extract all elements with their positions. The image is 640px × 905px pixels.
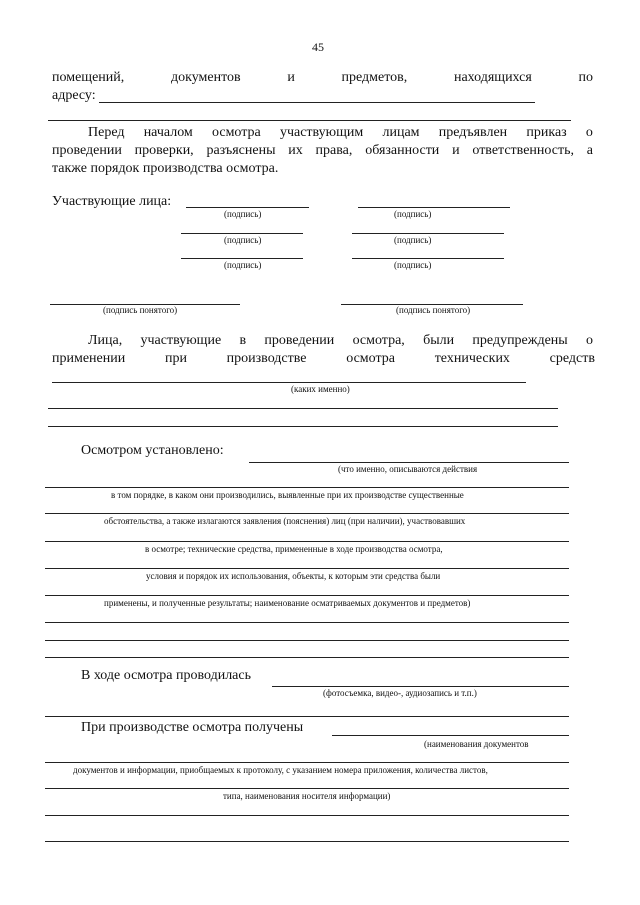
established-caption-3: обстоятельства, а также излагаются заявления (пояснения) лиц (при наличии), участвовавших	[104, 516, 466, 526]
established-field-line[interactable]	[249, 462, 569, 463]
signature-line-3b[interactable]	[352, 258, 504, 259]
technical-line-1: Лица, участвующие в проведении осмотра, были предупреждены о	[88, 333, 593, 348]
established-caption-6: применены, и полученные результаты; наименование осматриваемых документов и предметов)	[104, 598, 471, 608]
technical-caption: (каких именно)	[291, 384, 350, 394]
signature-caption: (подпись)	[394, 235, 432, 245]
signature-caption: (подпись)	[394, 260, 432, 270]
technical-line-2: применении при производстве осмотра технических средств	[52, 351, 595, 366]
obtained-field-line-2[interactable]	[45, 762, 569, 763]
participants-label: Участвующие лица:	[52, 194, 172, 209]
established-label: Осмотром установлено:	[81, 443, 224, 458]
obtained-caption-3: типа, наименования носителя информации)	[223, 791, 391, 801]
established-caption-2: в том порядке, в каком они производились, выявленные при их производстве существенные	[111, 490, 464, 500]
witness-caption: (подпись понятого)	[103, 305, 178, 315]
established-field-line-6[interactable]	[45, 595, 569, 596]
intro-line-3: также порядок производства осмотра.	[52, 161, 279, 176]
established-field-line-9[interactable]	[45, 657, 569, 658]
established-caption-4: в осмотре; технические средства, примененные в ходе производства осмотра,	[145, 544, 443, 554]
conducted-caption: (фотосъемка, видео-, аудиозапись и т.п.)	[323, 688, 477, 698]
signature-caption: (подпись)	[394, 209, 432, 219]
established-caption-5: условия и порядок их использования, объекты, к которым эти средства были	[146, 571, 441, 581]
witness-caption: (подпись понятого)	[396, 305, 471, 315]
signature-line-1a[interactable]	[186, 207, 309, 208]
established-field-line-5[interactable]	[45, 568, 569, 569]
established-field-line-8[interactable]	[45, 640, 569, 641]
established-field-line-2[interactable]	[45, 487, 569, 488]
conducted-field-line-2[interactable]	[45, 716, 569, 717]
intro-line-2: проведении проверки, разъяснены их права, обязанности и ответственность, а	[52, 143, 593, 158]
signature-caption: (подпись)	[224, 235, 262, 245]
obtained-label: При производстве осмотра получены	[81, 720, 304, 735]
signature-line-2a[interactable]	[181, 233, 303, 234]
page-number: 45	[312, 40, 324, 54]
conducted-label: В ходе осмотра проводилась	[81, 668, 251, 683]
obtained-caption-1: (наименования документов	[424, 739, 529, 749]
intro-line-1: Перед началом осмотра участвующим лицам предъявлен приказ о	[88, 125, 593, 140]
established-caption-1: (что именно, описываются действия	[338, 464, 478, 474]
address-label: адресу:	[52, 88, 96, 103]
address-field-line[interactable]	[99, 102, 535, 103]
obtained-field-line-4[interactable]	[45, 815, 569, 816]
signature-caption: (подпись)	[224, 209, 262, 219]
signature-caption: (подпись)	[224, 260, 262, 270]
obtained-field-line[interactable]	[332, 735, 569, 736]
obtained-field-line-3[interactable]	[45, 788, 569, 789]
established-field-line-3[interactable]	[45, 513, 569, 514]
obtained-field-line-5[interactable]	[45, 841, 569, 842]
signature-line-1b[interactable]	[358, 207, 510, 208]
obtained-caption-2: документов и информации, приобщаемых к протоколу, с указанием номера приложения, количества листов,	[73, 765, 488, 775]
technical-field-line-3[interactable]	[48, 426, 558, 427]
established-field-line-4[interactable]	[45, 541, 569, 542]
conducted-field-line[interactable]	[272, 686, 569, 687]
address-field-line-2[interactable]	[48, 120, 571, 121]
technical-field-line[interactable]	[52, 382, 526, 383]
technical-field-line-2[interactable]	[48, 408, 558, 409]
signature-line-2b[interactable]	[352, 233, 504, 234]
address-line-1: помещений, документов и предметов, находящихся по	[52, 70, 593, 85]
signature-line-3a[interactable]	[181, 258, 303, 259]
established-field-line-7[interactable]	[45, 622, 569, 623]
